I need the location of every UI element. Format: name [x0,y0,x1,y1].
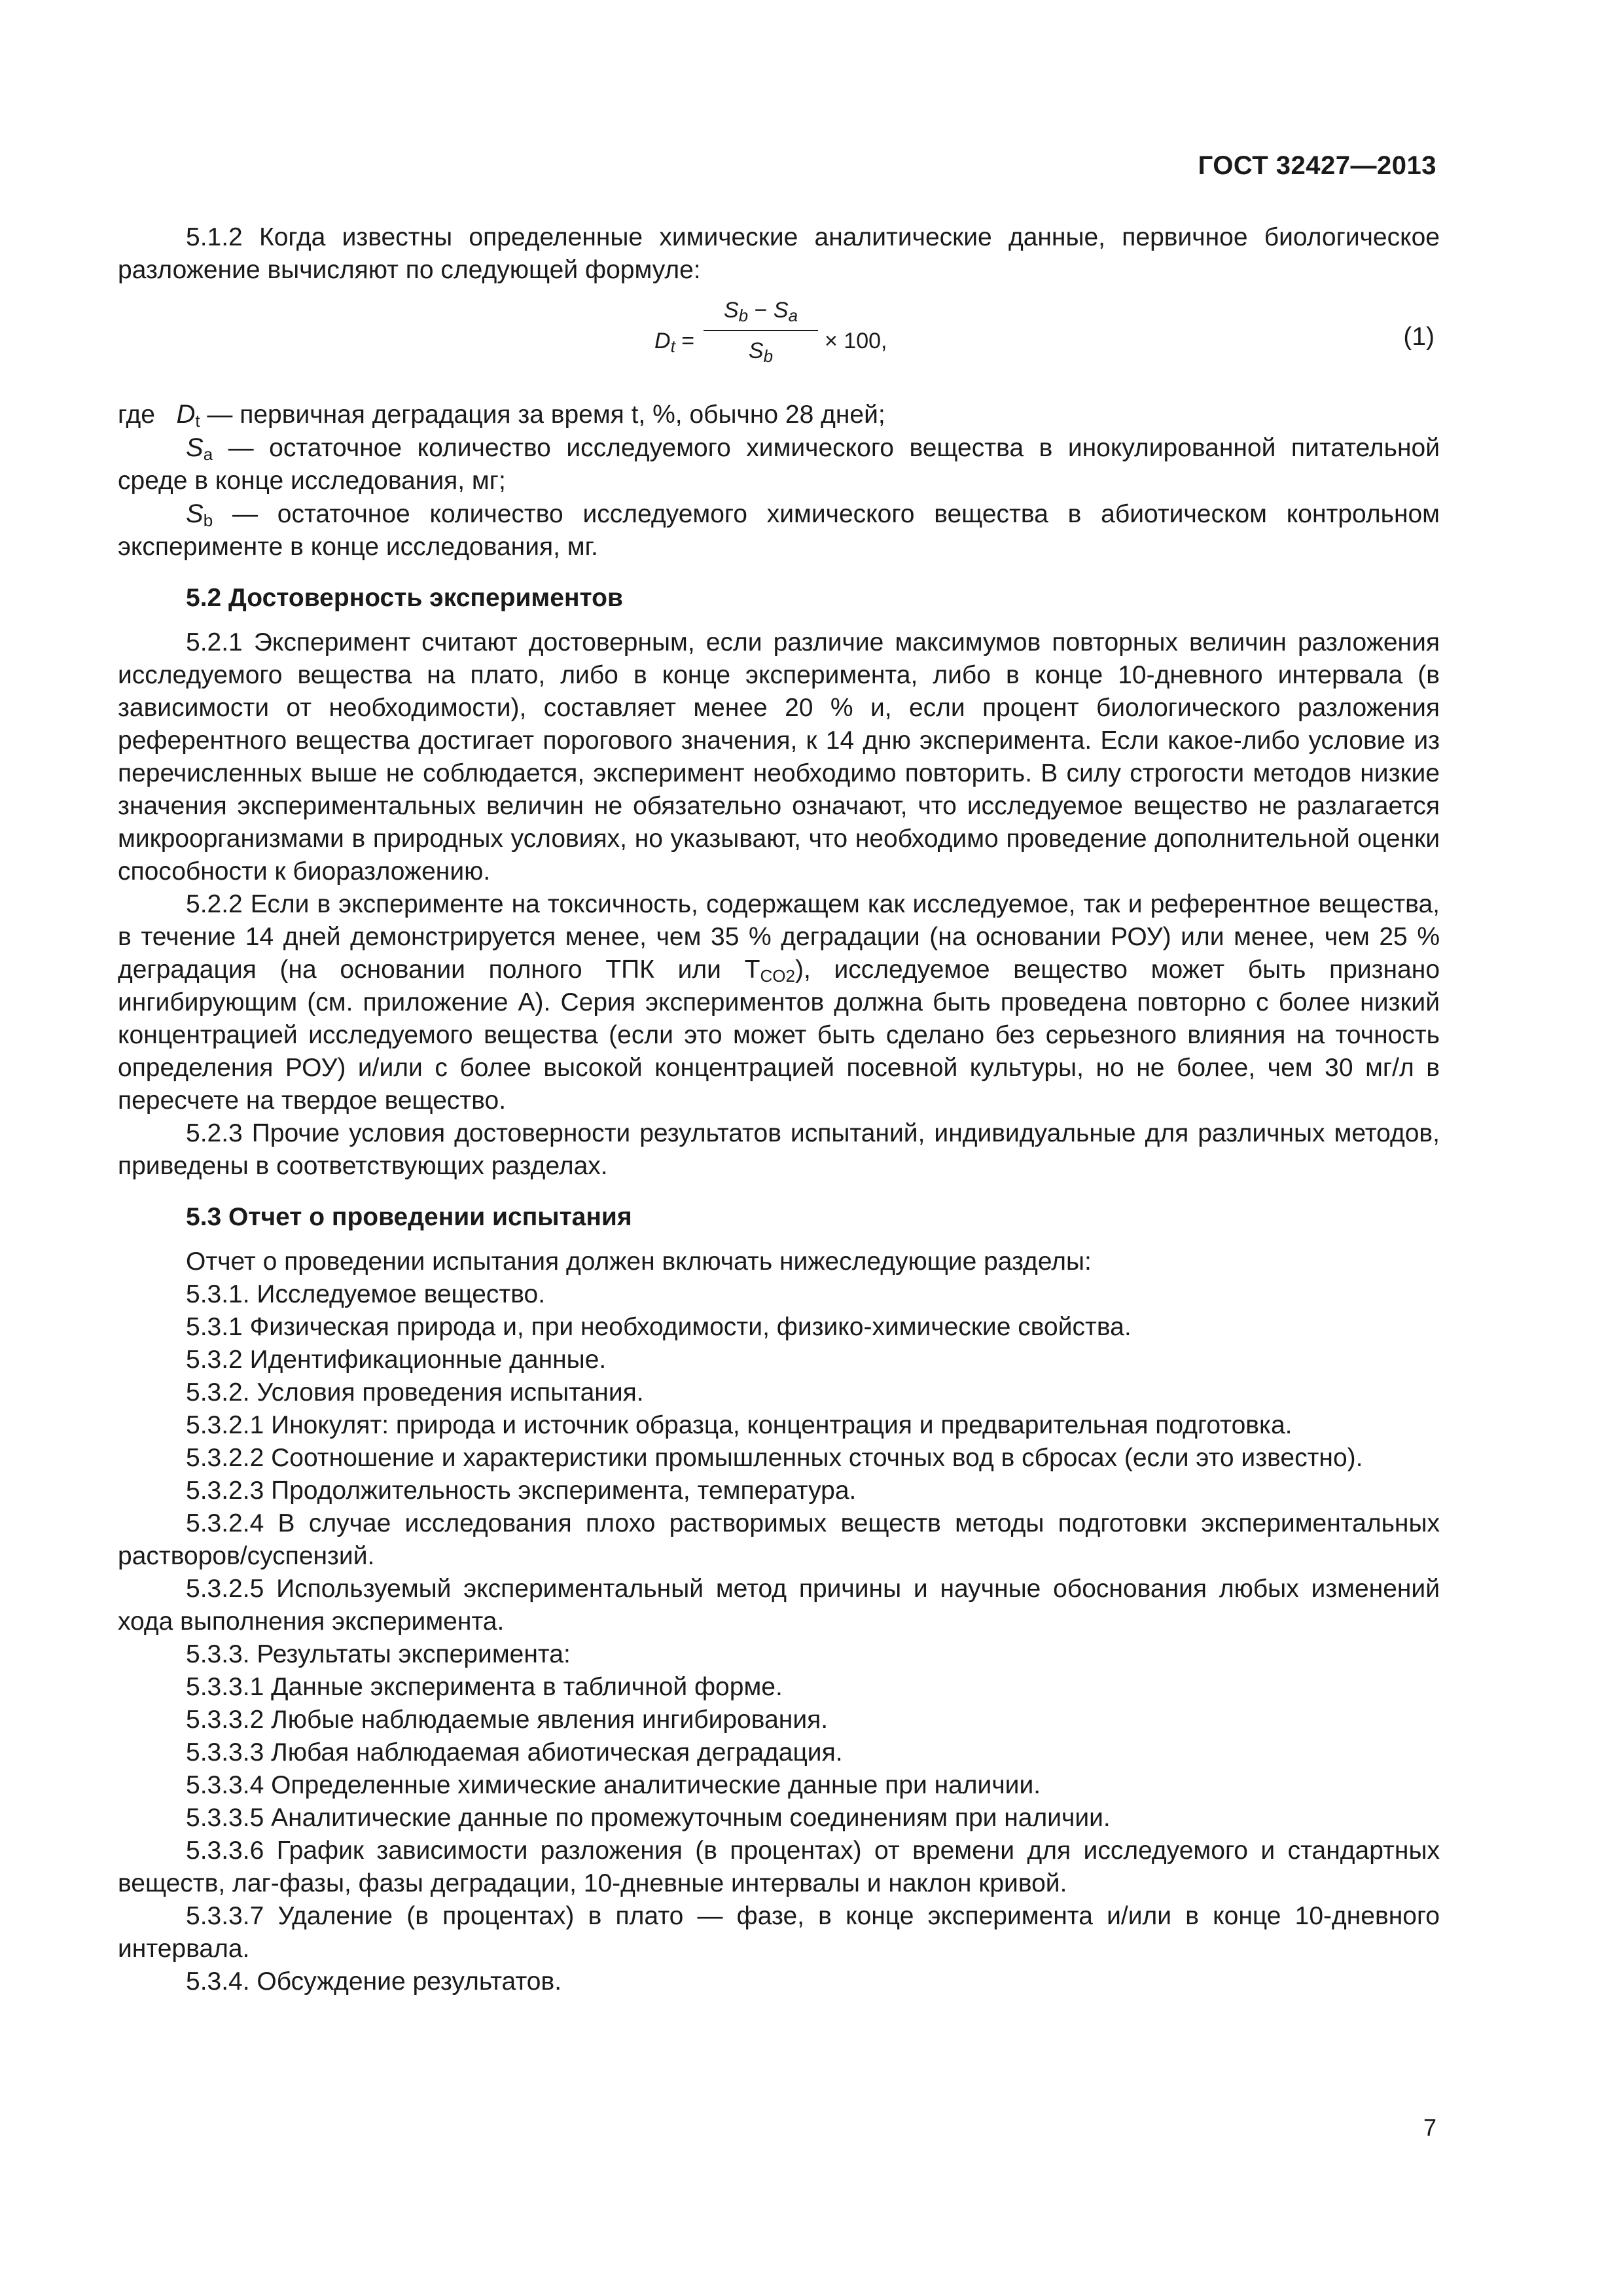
section-5-2-heading: 5.2 Достоверность экспериментов [186,584,623,612]
formula-num-a: S [723,298,739,323]
report-item: 5.3.3. Результаты эксперимента: [186,1640,571,1668]
standard-header: ГОСТ 32427—2013 [1198,151,1436,180]
report-item: 5.3.2.2 Соотношение и характеристики промышленных сточных вод в сбросах (если это известно). [186,1444,1363,1472]
definition-sb [118,497,1440,564]
report-item: 5.3.2.4 В случае исследования плохо растворимых веществ методы подготовки экспериментальных растворов/суспензий. [118,1509,1440,1570]
definition-sa [118,431,1440,497]
paragraph-5-2-1: 5.2.1 Эксперимент считают достоверным, если различие максимумов повторных величин разложения исследуемого вещества на плато, либо в конце эксперимента, либо в конце 10-дневного интервала (в зависимости от необходимости), составляет менее 20 % и, если процент биологического разложения референтного вещества достигает порогового значения, к 14 дню эксперимента. Если какое-либо условие из перечисленных выше не соблюдается, эксперимент необходимо повторить. В силу строгости методов низкие значения экспериментальных величин не обязательно означают, что исследуемое вещество не разлагается микроорганизмами в природных условиях, но указывают, что необходимо проведение дополнительной оценки способности к биоразложению. [118,628,1440,886]
formula-lhs [654,325,694,357]
formula-rhs: × 100, [825,329,887,353]
report-item: 5.3.3.2 Любые наблюдаемые явления ингибирования. [186,1706,829,1734]
paragraph-5-2-2 [118,888,1440,1117]
page-number: 7 [1423,2114,1436,2141]
formula-numerator [704,293,818,327]
report-item: 5.3.3.6 График зависимости разложения (в процентах) от времени для исследуемого и стандартных веществ, лаг-фазы, фазы деградации, 10-дневные интервалы и наклон кривой. [118,1837,1440,1897]
definitions [118,398,1440,564]
formula-lhs-var: D [654,329,671,353]
report-item: 5.3.3.4 Определенные химические аналитические данные при наличии. [186,1771,1041,1799]
definition-sb-text: — остаточное количество исследуемого химического вещества в абиотическом контрольном эксперименте в конце исследования, мг. [118,500,1440,561]
formula-denominator [704,334,818,368]
formula-num-b: S [773,298,789,323]
definition-sa-text: — остаточное количество исследуемого химического вещества в инокулированной питательной среде в конце исследования, мг; [118,434,1440,495]
page-content [118,221,1440,1998]
formula-lhs-sub: t [670,336,675,356]
formula-fraction [704,293,818,368]
report-item: 5.3.3.5 Аналитические данные по промежуточным соединениям при наличии. [186,1804,1111,1832]
report-item: 5.3.3.1 Данные эксперимента в табличной форме. [186,1673,783,1701]
definition-dt-sub: t [195,411,200,431]
fraction-bar [704,330,818,331]
definition-dt-text: — первичная деградация за время t, %, обычно 28 дней; [207,401,885,429]
definition-sb-sub: b [203,511,213,530]
report-item: 5.3.1 Физическая природа и, при необходимости, физико-химические свойства. [186,1313,1132,1341]
report-item: 5.3.2.5 Используемый экспериментальный метод причины и научные обоснования любых изменений хода выполнения эксперимента. [118,1575,1440,1636]
paragraph-5-2-2-part-b: ), исследуемое вещество может быть признано ингибирующим (см. приложение А). Серия экспериментов должна быть проведена повторно с более низкий концентрацией исследуемого вещества (если это может быть сделано без серьезного влияния на точность определения РОУ) и/или с более высокой концентрацией посевной культуры, но не более, чем 30 мг/л в пересчете на твердое вещество. [118,956,1440,1115]
definition-sa-var: S [186,433,204,462]
report-item: Отчет о проведении испытания должен включать нижеследующие разделы: [186,1247,1092,1276]
formula-equals: = [681,329,695,353]
formula-den-sub: b [763,346,774,366]
definition-where: где [118,401,155,429]
report-item: 5.3.3.3 Любая наблюдаемая абиотическая деградация. [186,1738,843,1767]
section-5-3-heading: 5.3 Отчет о проведении испытания [186,1203,632,1231]
report-item: 5.3.1. Исследуемое вещество. [186,1280,546,1308]
report-item: 5.3.2.3 Продолжительность эксперимента, температура. [186,1477,857,1505]
formula-number: (1) [1403,323,1435,351]
report-item: 5.3.2 Идентификационные данные. [186,1346,607,1374]
definition-dt [118,398,1440,431]
formula-1 [118,293,1440,385]
paragraph-5-2-2-part-a: 5.2.2 Если в эксперименте на токсичность, содержащем как исследуемое, так и референтное вещества, в течение 14 дней демонстрируется менее, чем 35 % деградации (на основании РОУ) или менее, чем 25 % деградация (на основании полного ТПК или T [118,890,1440,984]
formula-den: S [748,338,764,363]
definition-sa-sub: a [203,444,213,464]
definition-sb-var: S [186,499,204,528]
formula-num-b-sub: a [788,306,798,325]
report-item: 5.3.3.7 Удаление (в процентах) в плато — фазе, в конце эксперимента и/или в конце 10-дневного интервала. [118,1902,1440,1963]
report-item: 5.3.2.1 Инокулят: природа и источник образца, концентрация и предварительная подготовка. [186,1411,1293,1439]
paragraph-5-2-2-sub: CO2 [760,966,795,986]
formula-num-a-sub: b [738,306,749,325]
report-item: 5.3.4. Обсуждение результатов. [186,1967,562,1996]
paragraph-5-1-2: 5.1.2 Когда известны определенные химические аналитические данные, первичное биологическое разложение вычисляют по следующей формуле: [118,223,1440,284]
report-item: 5.3.2. Условия проведения испытания. [186,1378,644,1407]
definition-dt-var: D [176,400,196,429]
paragraph-5-2-3: 5.2.3 Прочие условия достоверности результатов испытаний, индивидуальные для различных методов, приведены в соответствующих разделах. [118,1119,1440,1180]
formula-minus: − [748,298,774,323]
